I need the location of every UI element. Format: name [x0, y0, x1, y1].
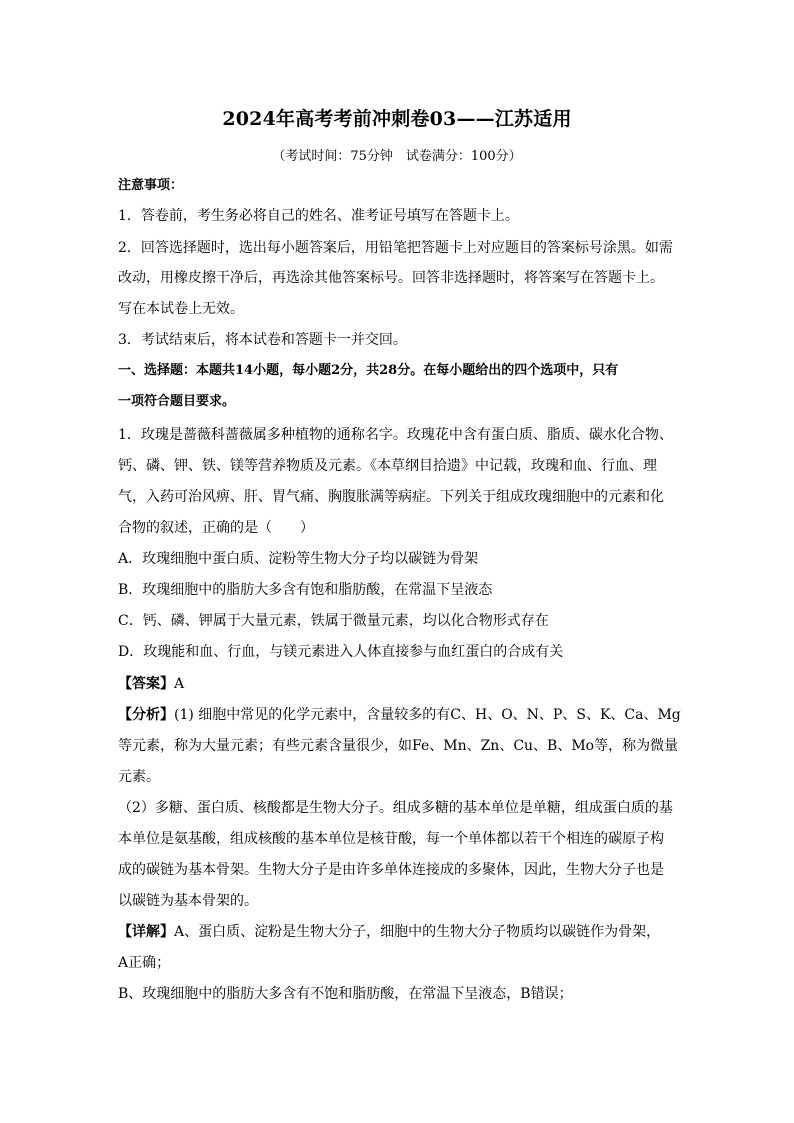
- detail-label: 【详解】: [118, 924, 174, 940]
- question-1-stem-line-3: 气，入药可治风痹、肝、胃气痛、胸腹胀满等病症。下列关于组成玫瑰细胞中的元素和化: [118, 489, 664, 505]
- exam-subtitle: （考试时间：75分钟 试卷满分：100分）: [272, 149, 522, 164]
- section-heading-line-2: 一项符合题目要求。: [118, 394, 236, 409]
- notice-item-2-line-3: 写在本试卷上无效。: [118, 301, 244, 317]
- answer-value: A: [174, 676, 185, 692]
- notice-item-1: 1．答卷前，考生务必将自己的姓名、准考证号填写在答题卡上。: [118, 208, 519, 224]
- analysis-text-1: (1) 细胞中常见的化学元素中，含量较多的有C、H、O、N、P、S、K、Ca、Mg: [174, 707, 681, 723]
- question-1-stem-line-2: 钙、磷、钾、铁、镁等营养物质及元素。《本草纲目拾遗》中记载，玫瑰和血、行血、理: [118, 458, 657, 474]
- notice-heading: 注意事项：: [118, 178, 184, 193]
- detail-text-1: A、蛋白质、淀粉是生物大分子，细胞中的生物大分子物质均以碳链作为骨架，: [174, 924, 661, 940]
- detail-line-2: A正确；: [118, 955, 171, 971]
- notice-item-3: 3．考试结束后，将本试卷和答题卡一并交回。: [118, 332, 407, 348]
- option-d: D．玫瑰能和血、行血，与镁元素进入人体直接参与血红蛋白的合成有关: [118, 644, 564, 660]
- analysis-line-2: 等元素，称为大量元素；有些元素含量很少，如Fe、Mn、Zn、Cu、B、Mo等，称为微量: [118, 738, 679, 754]
- detail-line-1: [118, 922, 660, 942]
- analysis-line-3: 元素。: [118, 769, 160, 785]
- analysis-line-4: （2）多糖、蛋白质、核酸都是生物大分子。组成多糖的基本单位是单糖，组成蛋白质的基: [118, 800, 673, 816]
- analysis-line-7: 以碳链为基本骨架的。: [118, 893, 258, 909]
- answer-label: 【答案】: [118, 676, 174, 692]
- analysis-label: 【分析】: [118, 707, 174, 723]
- option-c: C．钙、磷、钾属于大量元素，铁属于微量元素，均以化合物形式存在: [118, 613, 549, 629]
- notice-item-2-line-1: 2．回答选择题时，选出每小题答案后，用铅笔把答题卡上对应题目的答案标号涂黑。如需: [118, 240, 673, 256]
- notice-item-2-line-2: 改动，用橡皮擦干净后，再选涂其他答案标号。回答非选择题时，将答案写在答题卡上。: [118, 270, 664, 286]
- detail-line-3: B、玫瑰细胞中的脂肪大多含有不饱和脂肪酸，在常温下呈液态，B错误；: [118, 986, 573, 1002]
- answer-line: [118, 674, 184, 694]
- question-1-stem-line-1: 1．玫瑰是蔷薇科蔷薇属多种植物的通称名字。玫瑰花中含有蛋白质、脂质、碳水化合物、: [118, 427, 673, 443]
- option-a: A．玫瑰细胞中蛋白质、淀粉等生物大分子均以碳链为骨架: [118, 551, 479, 567]
- question-1-stem-line-4: 合物的叙述，正确的是（ ）: [118, 520, 314, 536]
- section-heading-line-1: 一、选择题：本题共14小题，每小题2分，共28分。在每小题给出的四个选项中，只有: [118, 363, 619, 378]
- analysis-line-1: [118, 705, 681, 725]
- analysis-line-5: 本单位是氨基酸，组成核酸的基本单位是核苷酸，每一个单体都以若干个相连的碳原子构: [118, 831, 664, 847]
- analysis-line-6: 成的碳链为基本骨架。生物大分子是由许多单体连接成的多聚体，因此，生物大分子也是: [118, 862, 664, 878]
- option-b: B．玫瑰细胞中的脂肪大多含有饱和脂肪酸，在常温下呈液态: [118, 582, 493, 598]
- exam-title: 2024年高考考前冲刺卷03——江苏适用: [222, 108, 572, 130]
